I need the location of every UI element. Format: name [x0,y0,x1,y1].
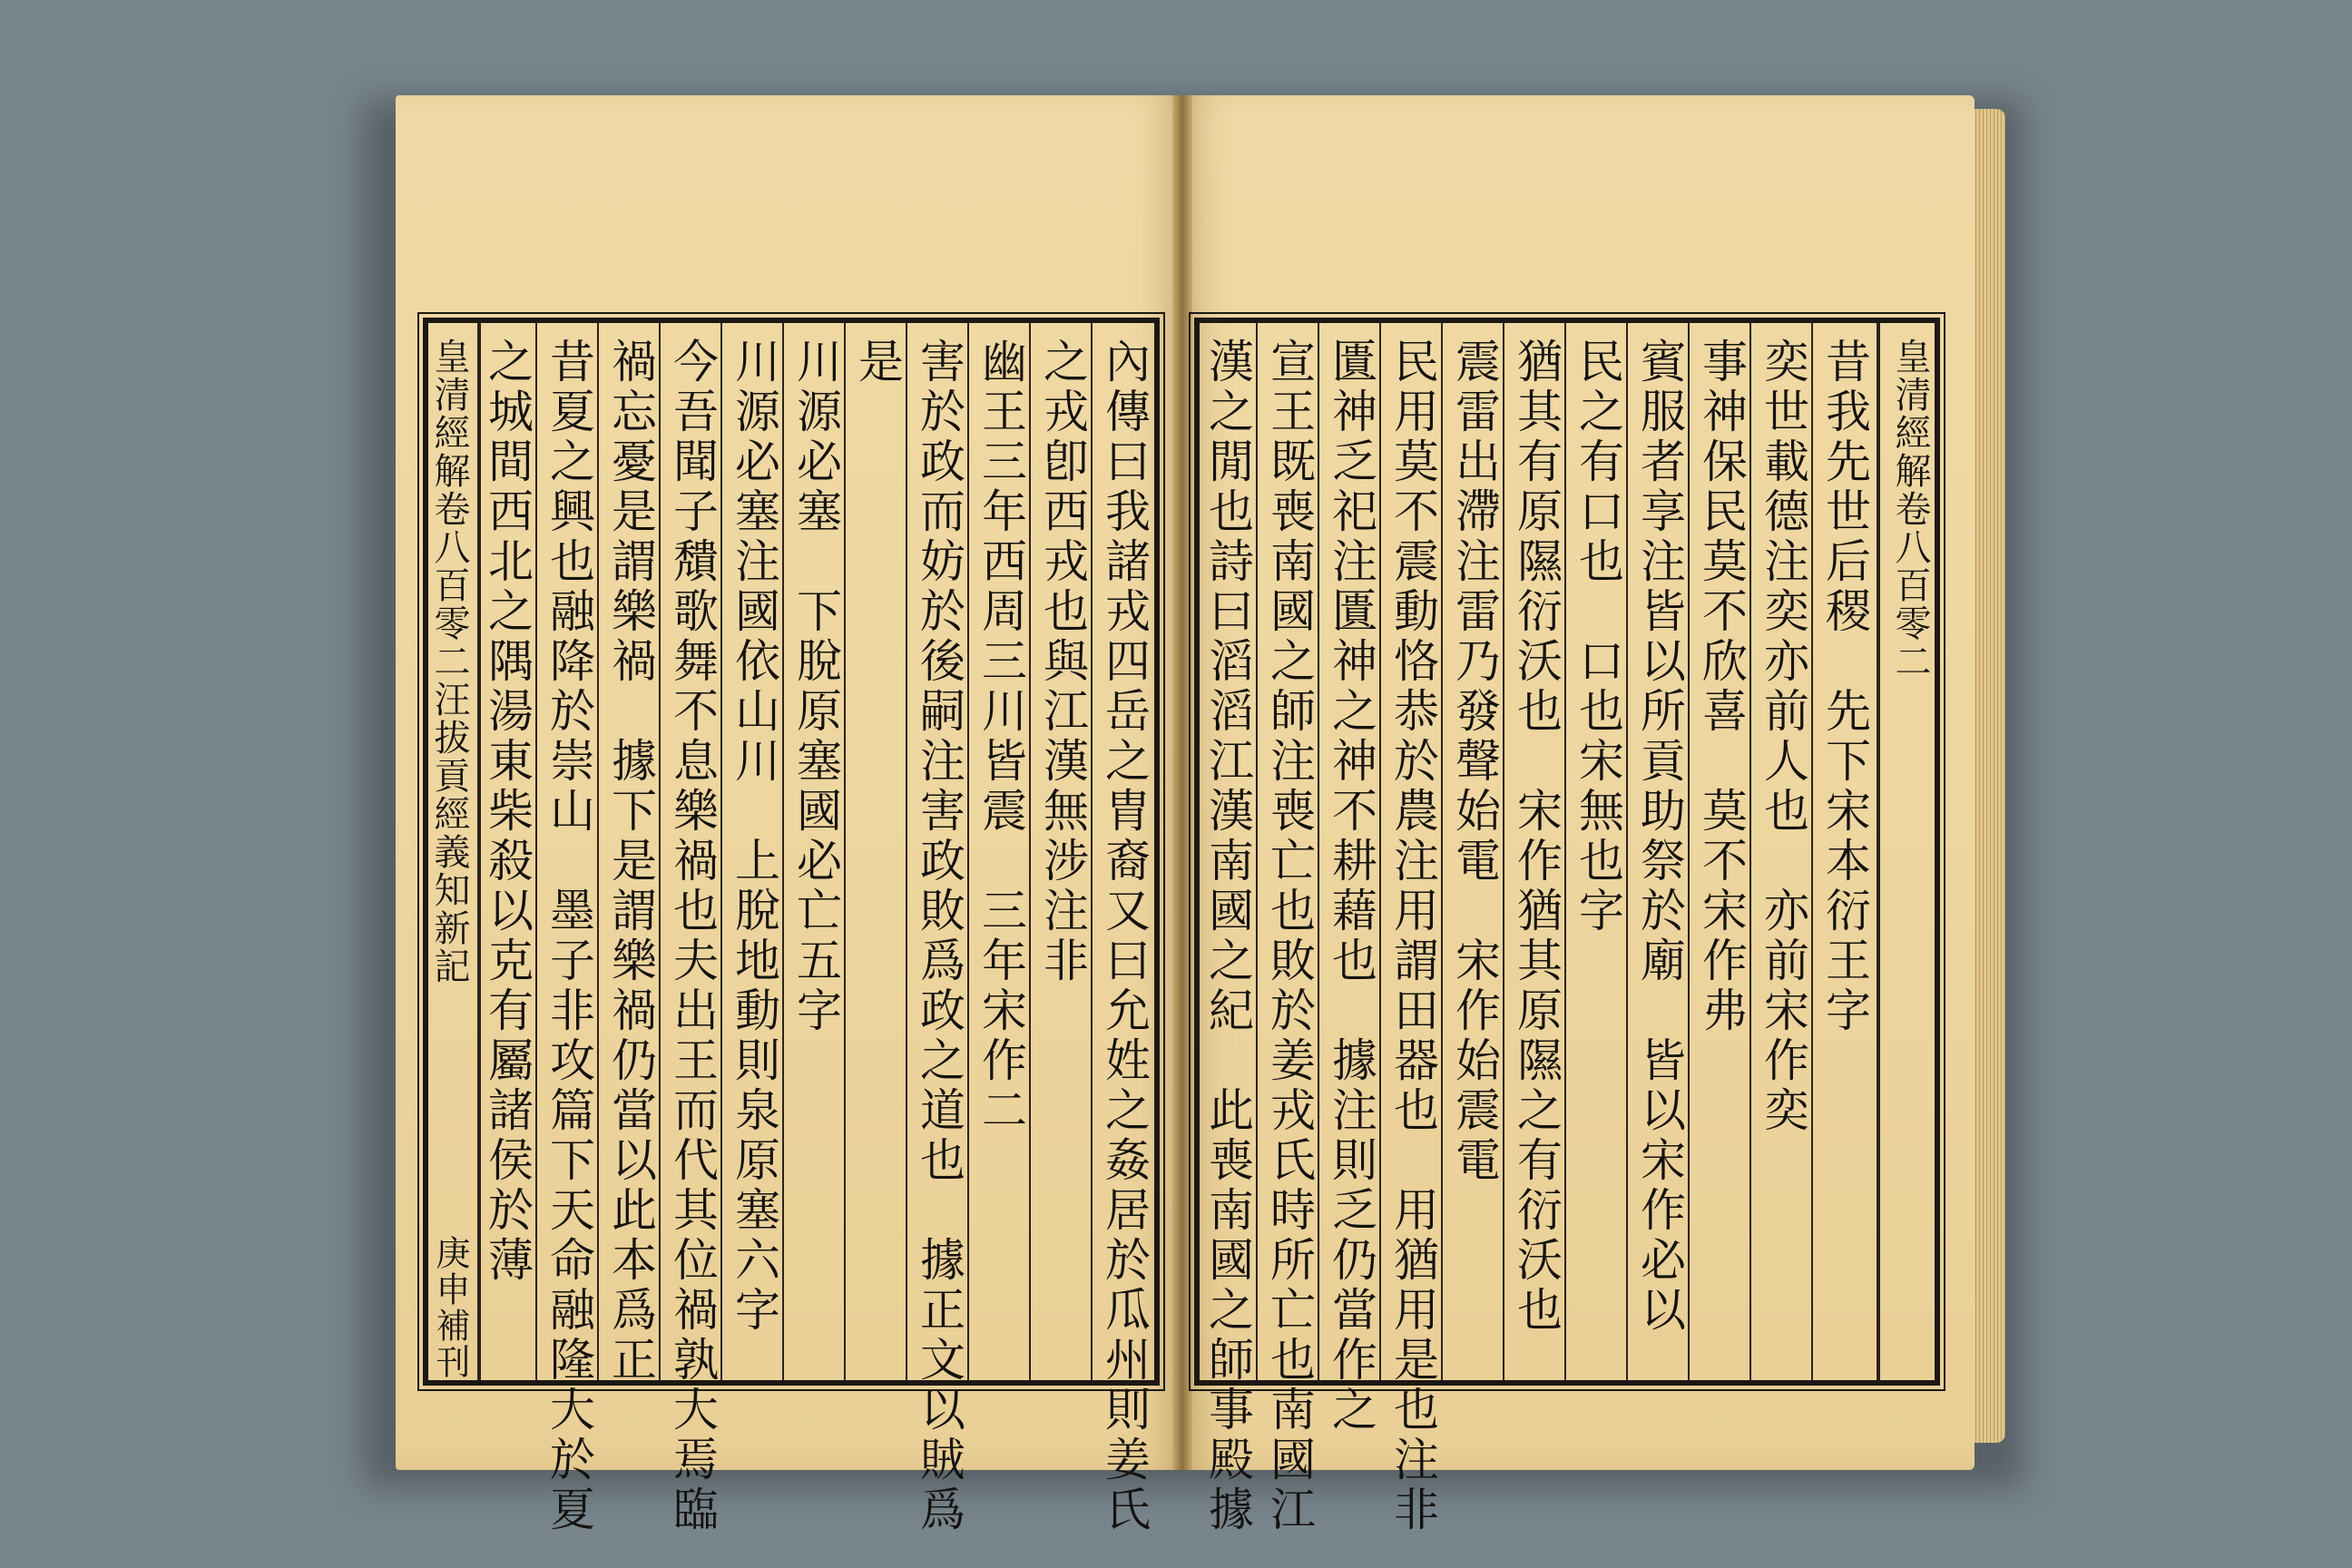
text-column-5: 民之有口也 口也宋無也字 [1572,338,1624,936]
text-column-10: 昔夏之興也融降於崇山 墨子非攻篇下天命融隆大於夏 [543,338,595,1535]
margin-author: 汪 [428,681,470,719]
column-rule [1441,323,1443,1380]
margin-work: 拔貢經義知新記 [428,719,470,985]
column-rule [1503,323,1504,1380]
text-column-6: 川源必塞 下脫原塞國必亡五字 [789,338,842,1036]
text-column-10: 宣王既喪南國之師注喪亡也敗於姜戎氏時所亡也南國江 [1263,338,1316,1535]
text-column-2: 之戎卽西戎也與江漢無涉注非 [1036,338,1089,986]
column-rule [720,323,722,1380]
margin-book-title: 皇清經解 [428,338,470,490]
text-column-3: 幽王三年西周三川皆震 三年宋作二 [975,338,1027,1136]
column-rule [597,323,599,1380]
text-column-11: 之城間西北之隅湯東柴殺以克有屬諸侯於薄 [481,338,534,1286]
column-rule [1811,323,1813,1380]
text-column-11: 漢之閒也詩曰滔滔江漢南國之紀 此喪南國之師事殿據 [1201,338,1254,1535]
column-rule [1688,323,1690,1380]
text-column-5: 是 [851,338,904,387]
column-rule [967,323,969,1380]
column-rule [659,323,661,1380]
left-page-frame [423,318,1160,1535]
text-column-1: 內傳曰我諸戎四岳之胄裔又曰允姓之姦居於瓜州則姜氏 [1098,338,1151,1535]
text-column-4: 害於政而妨於後嗣注害政敗爲政之道也 據正文以賊爲 [913,338,965,1535]
text-column-4: 賓服者享注皆以所貢助祭於廟 皆以宋作必以 [1633,338,1686,1336]
column-rule [1379,323,1381,1380]
margin-volume: 卷八百零二 [1889,490,1931,681]
margin-title [1882,323,1936,1395]
margin-rule [1877,323,1880,1380]
column-rule [1091,323,1093,1380]
column-rule [1318,323,1319,1380]
column-rule [782,323,784,1380]
column-rule [535,323,537,1380]
text-column-7: 震雷出滯注雷乃發聲始電 宋作始震電 [1448,338,1501,1186]
column-rule [1564,323,1566,1380]
right-page-frame [1194,318,1940,1535]
text-column-9: 匱神乏祀注匱神之神不耕藉也 據注則乏仍當作之 [1325,338,1377,1436]
column-rule [1749,323,1751,1380]
text-column-2: 奕世載德注奕亦前人也 亦前宋作奕 [1757,338,1809,1136]
text-column-9: 禍忘憂是謂樂禍 據下是謂樂禍仍當以此本爲正 [604,338,657,1386]
column-rule [1029,323,1031,1380]
column-rule [1626,323,1628,1380]
column-rule [1256,323,1258,1380]
column-rule [844,323,846,1380]
text-column-8: 今吾聞子穨歌舞不息樂禍也夫出王而代其位禍孰大焉臨 [666,338,719,1535]
text-column-7: 川源必塞注國依山川 上脫地動則泉原塞六字 [728,338,780,1336]
text-column-6: 猶其有原隰衍沃也 宋作猶其原隰之有衍沃也 [1510,338,1563,1336]
column-rule [906,323,907,1380]
margin-book-title: 皇清經解 [1889,338,1931,490]
margin-volume: 卷八百零二 [428,490,470,681]
book-spine [1172,95,1192,1470]
text-column-8: 民用莫不震動恪恭於農注用謂田器也 用猶用是也注非 [1387,338,1439,1535]
margin-footer: 庚申補刊 [430,1235,470,1380]
text-column-1: 昔我先世后稷 先下宋本衍王字 [1818,338,1871,1036]
margin-rule [477,323,481,1380]
text-column-3: 事神保民莫不欣喜 莫不宋作弗 [1695,338,1748,1036]
